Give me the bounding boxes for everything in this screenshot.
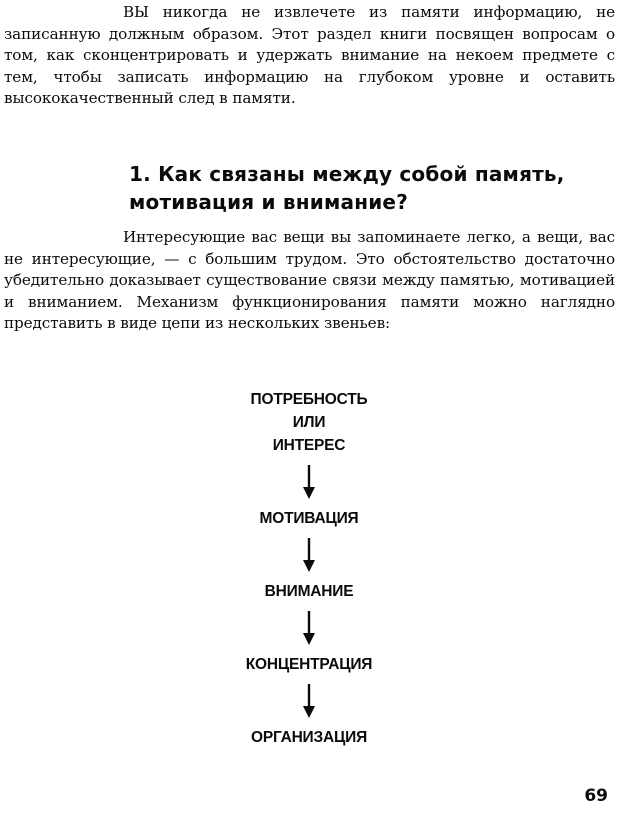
intro-paragraph: ВЫ никогда не извлечете из памяти информацию, не записанную должным образом. Этот раздел книги посвящен вопросам о том, как сконцентрировать и удержать внимание на некоем предмете с тем, чтобы записать информацию на глубоком уровне и оставить высококачественный след в памяти. — [4, 3, 615, 108]
page-number: 69 — [584, 786, 608, 806]
section-heading-line-1: 1. Как связаны между собой память, — [129, 162, 565, 186]
memory-chain-diagram — [166, 388, 452, 749]
down-arrow-icon — [302, 611, 316, 645]
down-arrow-icon — [302, 538, 316, 572]
chain-step-need-line-1: ПОТРЕБНОСТЬ — [250, 391, 368, 408]
chain-step-need-line-2: ИЛИ — [292, 414, 326, 431]
down-arrow-icon — [302, 684, 316, 718]
chain-step-need-line-3: ИНТЕРЕС — [272, 437, 346, 454]
chain-step-attention: ВНИМАНИЕ — [264, 583, 354, 600]
chain-step-motivation: МОТИВАЦИЯ — [259, 510, 359, 527]
section-heading-line-2: мотивация и внимание? — [129, 190, 408, 214]
chain-step-organization: ОРГАНИЗАЦИЯ — [250, 729, 368, 746]
section-heading — [129, 160, 609, 216]
down-arrow-icon — [302, 465, 316, 499]
chain-step-concentration: КОНЦЕНТРАЦИЯ — [245, 656, 373, 673]
body-paragraph: Интересующие вас вещи вы запоминаете легко, а вещи, вас не интересующие, — с большим трудом. Это обстоятельство достаточно убедительно доказывает существование связи между памятью, мотивацией и вниманием. Механизм функционирования памяти можно наглядно представить в виде цепи из нескольких звеньев: — [4, 228, 615, 333]
